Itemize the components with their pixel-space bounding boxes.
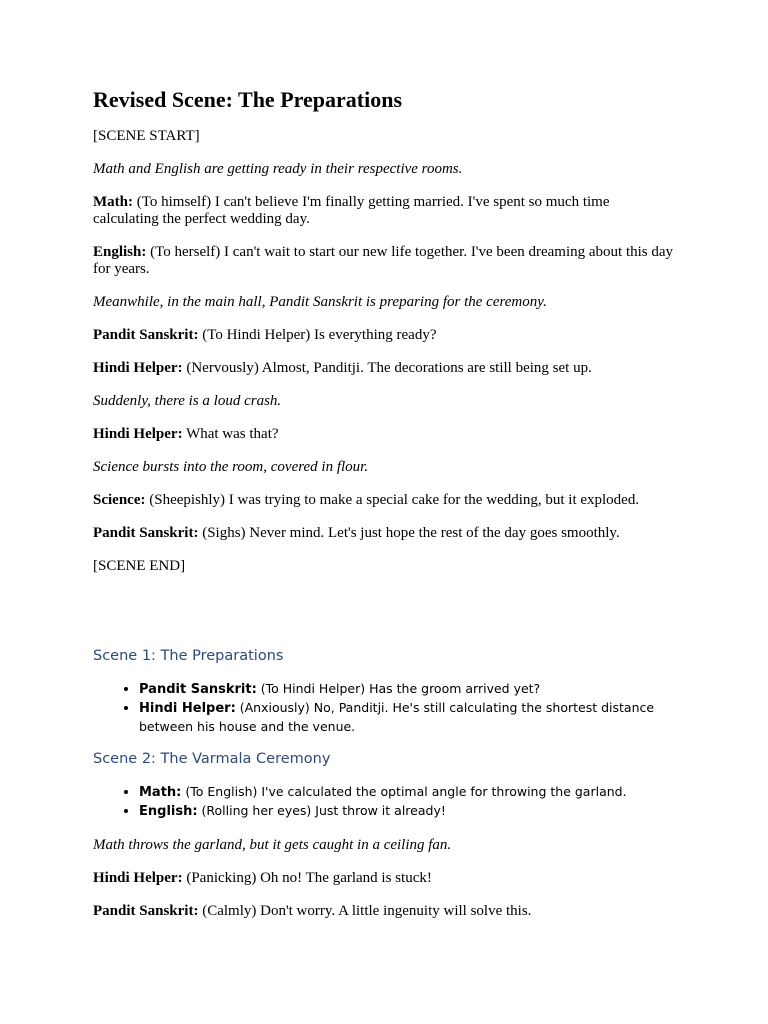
list-item bbox=[139, 783, 678, 802]
dialogue-line bbox=[93, 492, 678, 509]
stage-direction: Math throws the garland, but it gets caught in a ceiling fan. bbox=[93, 837, 452, 853]
dialogue-line bbox=[93, 870, 678, 887]
dialogue-text: (Rolling her eyes) Just throw it already! bbox=[197, 803, 446, 818]
list-item bbox=[139, 680, 678, 699]
dialogue-text: (To Hindi Helper) Is everything ready? bbox=[198, 327, 437, 343]
document-body bbox=[93, 86, 678, 936]
section-heading-scene2: Scene 2: The Varmala Ceremony bbox=[93, 751, 331, 767]
speaker-name: Math: bbox=[93, 194, 133, 210]
dialogue-line bbox=[93, 244, 678, 278]
scene1-list bbox=[93, 680, 678, 736]
speaker-name: English: bbox=[93, 244, 147, 260]
speaker-name: Pandit Sanskrit: bbox=[93, 903, 199, 919]
list-item bbox=[139, 699, 678, 736]
dialogue-text: (To herself) I can't wait to start our new life together. I've been dreaming about this day for years. bbox=[93, 244, 674, 277]
dialogue-text: (Sheepishly) I was trying to make a special cake for the wedding, but it exploded. bbox=[145, 492, 640, 508]
speaker-name: Math: bbox=[139, 785, 182, 800]
scene-start-marker: [SCENE START] bbox=[93, 128, 200, 144]
speaker-name: Pandit Sanskrit: bbox=[93, 327, 199, 343]
dialogue-text: (Calmly) Don't worry. A little ingenuity will solve this. bbox=[198, 903, 532, 919]
dialogue-line bbox=[93, 525, 678, 542]
dialogue-line bbox=[93, 426, 678, 443]
speaker-name: Hindi Helper: bbox=[93, 360, 183, 376]
stage-direction: Science bursts into the room, covered in flour. bbox=[93, 459, 369, 475]
speaker-name: Pandit Sanskrit: bbox=[139, 682, 257, 697]
dialogue-text: (Sighs) Never mind. Let's just hope the rest of the day goes smoothly. bbox=[198, 525, 620, 541]
scene2-list bbox=[93, 783, 678, 821]
list-item bbox=[139, 802, 678, 821]
scene-end-marker: [SCENE END] bbox=[93, 558, 186, 574]
section-heading-scene1: Scene 1: The Preparations bbox=[93, 648, 284, 664]
document-title: Revised Scene: The Preparations bbox=[93, 87, 402, 112]
speaker-name: Hindi Helper: bbox=[139, 701, 236, 716]
dialogue-text: (To English) I've calculated the optimal angle for throwing the garland. bbox=[181, 784, 627, 799]
dialogue-text: What was that? bbox=[182, 426, 279, 442]
speaker-name: Pandit Sanskrit: bbox=[93, 525, 199, 541]
dialogue-line bbox=[93, 903, 678, 920]
dialogue-text: (Panicking) Oh no! The garland is stuck! bbox=[182, 870, 432, 886]
dialogue-text: (Anxiously) No, Panditji. He's still calculating the shortest distance between his house and the venue. bbox=[139, 700, 655, 734]
speaker-name: Hindi Helper: bbox=[93, 426, 183, 442]
dialogue-text: (To Hindi Helper) Has the groom arrived yet? bbox=[256, 681, 541, 696]
stage-direction: Math and English are getting ready in their respective rooms. bbox=[93, 161, 463, 177]
speaker-name: English: bbox=[139, 804, 198, 819]
speaker-name: Hindi Helper: bbox=[93, 870, 183, 886]
stage-direction: Suddenly, there is a loud crash. bbox=[93, 393, 282, 409]
dialogue-line bbox=[93, 194, 678, 228]
stage-direction: Meanwhile, in the main hall, Pandit Sanskrit is preparing for the ceremony. bbox=[93, 294, 547, 310]
speaker-name: Science: bbox=[93, 492, 146, 508]
dialogue-text: (Nervously) Almost, Panditji. The decorations are still being set up. bbox=[182, 360, 592, 376]
dialogue-line bbox=[93, 327, 678, 344]
dialogue-text: (To himself) I can't believe I'm finally getting married. I've spent so much time calculating the perfect wedding day. bbox=[93, 194, 610, 227]
dialogue-line bbox=[93, 360, 678, 377]
